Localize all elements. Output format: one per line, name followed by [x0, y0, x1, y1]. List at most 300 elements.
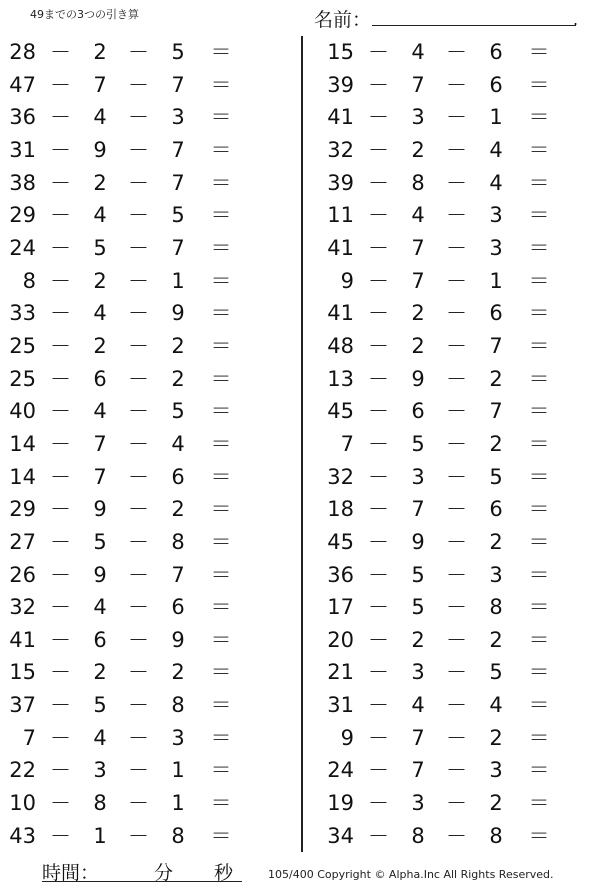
minus-sign: － [50, 464, 71, 489]
problem-row [0, 526, 280, 559]
problem-row [318, 395, 598, 428]
third-number: 2 [171, 366, 185, 391]
equals-sign: ＝ [528, 137, 550, 162]
equals-sign: ＝ [210, 235, 232, 260]
equals-sign: ＝ [528, 627, 550, 652]
equals-sign: ＝ [210, 758, 232, 783]
copyright-text: 105/400 Copyright © Alpha.Inc All Rights Reserved. [268, 868, 554, 881]
second-number: 4 [93, 203, 107, 228]
second-number: 9 [93, 497, 107, 522]
minus-sign: － [50, 235, 71, 260]
third-number: 1 [171, 791, 185, 816]
third-number: 8 [171, 529, 185, 554]
first-number: 14 [9, 464, 36, 489]
third-number: 4 [489, 137, 503, 162]
second-number: 8 [411, 823, 425, 848]
problem-row [0, 199, 280, 232]
minus-sign: － [446, 725, 467, 750]
second-number: 7 [411, 497, 425, 522]
first-number: 15 [9, 660, 36, 685]
equals-sign: ＝ [528, 791, 550, 816]
equals-sign: ＝ [210, 170, 232, 195]
third-number: 9 [171, 627, 185, 652]
minus-sign: － [50, 725, 71, 750]
minus-sign: － [368, 203, 389, 228]
first-number: 41 [327, 105, 354, 130]
name-label: 名前： [314, 9, 372, 31]
second-number: 2 [411, 137, 425, 162]
equals-sign: ＝ [210, 105, 232, 130]
minus-sign: － [446, 791, 467, 816]
minus-sign: － [128, 366, 149, 391]
first-number: 24 [327, 758, 354, 783]
problem-row [0, 167, 280, 200]
third-number: 8 [171, 823, 185, 848]
first-number: 27 [9, 529, 36, 554]
first-number: 9 [340, 268, 354, 293]
minus-sign: － [368, 562, 389, 587]
problem-row [318, 689, 598, 722]
minus-sign: － [368, 758, 389, 783]
equals-sign: ＝ [528, 464, 550, 489]
problem-row [318, 656, 598, 689]
second-number: 4 [93, 105, 107, 130]
minus-sign: － [368, 399, 389, 424]
minus-sign: － [50, 497, 71, 522]
minus-sign: － [446, 333, 467, 358]
first-number: 45 [327, 399, 354, 424]
third-number: 6 [489, 40, 503, 64]
second-number: 3 [411, 660, 425, 685]
minus-sign: － [50, 431, 71, 456]
first-number: 26 [9, 562, 36, 587]
third-number: 7 [171, 72, 185, 97]
third-number: 5 [171, 399, 185, 424]
minus-sign: － [128, 203, 149, 228]
third-number: 7 [171, 170, 185, 195]
third-number: 1 [489, 105, 503, 130]
first-number: 11 [327, 203, 354, 228]
minus-sign: － [368, 301, 389, 326]
minus-sign: － [128, 105, 149, 130]
minus-sign: － [446, 758, 467, 783]
first-number: 41 [9, 627, 36, 652]
third-number: 8 [171, 693, 185, 718]
problem-row [318, 199, 598, 232]
equals-sign: ＝ [210, 529, 232, 554]
first-number: 18 [327, 497, 354, 522]
first-number: 31 [9, 137, 36, 162]
minus-sign: － [446, 137, 467, 162]
minus-sign: － [368, 170, 389, 195]
equals-sign: ＝ [528, 595, 550, 620]
second-number: 7 [93, 464, 107, 489]
first-number: 39 [327, 72, 354, 97]
problem-row [0, 493, 280, 526]
equals-sign: ＝ [210, 497, 232, 522]
name-answer-line [372, 25, 576, 26]
second-number: 4 [93, 725, 107, 750]
equals-sign: ＝ [528, 497, 550, 522]
minus-sign: － [128, 464, 149, 489]
equals-sign: ＝ [528, 235, 550, 260]
minus-sign: － [50, 595, 71, 620]
seconds-label: 秒 [214, 862, 234, 884]
minus-sign: － [50, 301, 71, 326]
problem-row [0, 297, 280, 330]
problem-row [318, 101, 598, 134]
equals-sign: ＝ [210, 562, 232, 587]
minus-sign: － [446, 693, 467, 718]
third-number: 6 [489, 497, 503, 522]
minus-sign: － [446, 431, 467, 456]
second-number: 5 [411, 562, 425, 587]
equals-sign: ＝ [528, 758, 550, 783]
first-number: 15 [327, 40, 354, 64]
second-number: 9 [93, 562, 107, 587]
minus-sign: － [368, 595, 389, 620]
first-number: 8 [22, 268, 36, 293]
equals-sign: ＝ [528, 40, 550, 64]
first-number: 20 [327, 627, 354, 652]
equals-sign: ＝ [528, 725, 550, 750]
first-number: 32 [327, 137, 354, 162]
third-number: 7 [171, 562, 185, 587]
second-number: 7 [411, 72, 425, 97]
minus-sign: － [368, 235, 389, 260]
second-number: 4 [411, 693, 425, 718]
second-number: 2 [93, 40, 107, 64]
minus-sign: － [368, 268, 389, 293]
first-number: 29 [9, 203, 36, 228]
minus-sign: － [128, 333, 149, 358]
minus-sign: － [368, 627, 389, 652]
first-number: 10 [9, 791, 36, 816]
minus-sign: － [446, 660, 467, 685]
problem-row [0, 656, 280, 689]
second-number: 6 [93, 627, 107, 652]
minus-sign: － [128, 235, 149, 260]
minus-sign: － [368, 660, 389, 685]
first-number: 37 [9, 693, 36, 718]
minus-sign: － [128, 660, 149, 685]
third-number: 3 [489, 562, 503, 587]
minus-sign: － [446, 203, 467, 228]
third-number: 2 [489, 791, 503, 816]
minus-sign: － [50, 268, 71, 293]
third-number: 5 [489, 464, 503, 489]
third-number: 5 [171, 40, 185, 64]
minus-sign: － [128, 823, 149, 848]
minus-sign: － [128, 399, 149, 424]
third-number: 3 [489, 203, 503, 228]
equals-sign: ＝ [210, 203, 232, 228]
minus-sign: － [50, 333, 71, 358]
equals-sign: ＝ [210, 333, 232, 358]
minus-sign: － [446, 562, 467, 587]
problem-row [0, 624, 280, 657]
second-number: 8 [411, 170, 425, 195]
equals-sign: ＝ [528, 268, 550, 293]
equals-sign: ＝ [528, 431, 550, 456]
second-number: 2 [93, 660, 107, 685]
minus-sign: － [368, 497, 389, 522]
minus-sign: － [368, 725, 389, 750]
minus-sign: － [128, 268, 149, 293]
problem-row [0, 101, 280, 134]
first-number: 22 [9, 758, 36, 783]
third-number: 1 [171, 268, 185, 293]
minus-sign: － [368, 693, 389, 718]
second-number: 3 [411, 791, 425, 816]
second-number: 1 [93, 823, 107, 848]
time-label: 時間： [42, 862, 100, 884]
minus-sign: － [128, 627, 149, 652]
problem-row [0, 428, 280, 461]
equals-sign: ＝ [210, 725, 232, 750]
third-number: 4 [489, 693, 503, 718]
minus-sign: － [446, 627, 467, 652]
problem-row [0, 722, 280, 755]
minus-sign: － [50, 562, 71, 587]
first-number: 17 [327, 595, 354, 620]
third-number: 2 [489, 431, 503, 456]
minus-sign: － [368, 464, 389, 489]
second-number: 2 [93, 333, 107, 358]
left-problem-column [0, 36, 280, 852]
minus-sign: － [446, 497, 467, 522]
equals-sign: ＝ [528, 170, 550, 195]
minus-sign: － [50, 203, 71, 228]
problem-row [318, 624, 598, 657]
minus-sign: － [368, 72, 389, 97]
minus-sign: － [368, 823, 389, 848]
first-number: 7 [340, 431, 354, 456]
second-number: 7 [411, 268, 425, 293]
minus-sign: － [368, 105, 389, 130]
minus-sign: － [50, 170, 71, 195]
second-number: 9 [411, 529, 425, 554]
minus-sign: － [446, 235, 467, 260]
minus-sign: － [446, 268, 467, 293]
third-number: 3 [171, 105, 185, 130]
first-number: 14 [9, 431, 36, 456]
third-number: 6 [171, 595, 185, 620]
first-number: 34 [327, 823, 354, 848]
equals-sign: ＝ [528, 105, 550, 130]
third-number: 4 [171, 431, 185, 456]
minus-sign: － [50, 137, 71, 162]
problem-row [0, 591, 280, 624]
equals-sign: ＝ [528, 203, 550, 228]
problem-row [0, 134, 280, 167]
second-number: 2 [93, 170, 107, 195]
second-number: 6 [93, 366, 107, 391]
third-number: 2 [489, 366, 503, 391]
minus-sign: － [50, 758, 71, 783]
problem-row [318, 787, 598, 820]
third-number: 8 [489, 595, 503, 620]
third-number: 5 [489, 660, 503, 685]
third-number: 9 [171, 301, 185, 326]
third-number: 7 [171, 235, 185, 260]
minus-sign: － [368, 366, 389, 391]
minus-sign: － [128, 137, 149, 162]
second-number: 7 [411, 235, 425, 260]
second-number: 4 [411, 40, 425, 64]
problem-row [318, 722, 598, 755]
equals-sign: ＝ [210, 627, 232, 652]
minus-sign: － [368, 137, 389, 162]
problem-row [318, 820, 598, 853]
minus-sign: － [368, 40, 389, 64]
second-number: 7 [411, 725, 425, 750]
minus-sign: － [368, 791, 389, 816]
minus-sign: － [50, 529, 71, 554]
third-number: 4 [489, 170, 503, 195]
third-number: 3 [489, 235, 503, 260]
first-number: 7 [22, 725, 36, 750]
problem-row [318, 493, 598, 526]
minus-sign: － [446, 464, 467, 489]
problem-row [0, 689, 280, 722]
minus-sign: － [128, 497, 149, 522]
minus-sign: － [50, 693, 71, 718]
problem-row [318, 428, 598, 461]
minus-sign: － [128, 791, 149, 816]
first-number: 21 [327, 660, 354, 685]
first-number: 24 [9, 235, 36, 260]
second-number: 6 [411, 399, 425, 424]
minus-sign: － [50, 660, 71, 685]
first-number: 25 [9, 366, 36, 391]
second-number: 2 [411, 333, 425, 358]
second-number: 2 [93, 268, 107, 293]
equals-sign: ＝ [210, 72, 232, 97]
third-number: 5 [171, 203, 185, 228]
first-number: 13 [327, 366, 354, 391]
problem-row [318, 69, 598, 102]
first-number: 38 [9, 170, 36, 195]
third-number: 2 [171, 660, 185, 685]
third-number: 8 [489, 823, 503, 848]
equals-sign: ＝ [210, 595, 232, 620]
minus-sign: － [446, 823, 467, 848]
third-number: 1 [489, 268, 503, 293]
minus-sign: － [128, 758, 149, 783]
second-number: 2 [411, 301, 425, 326]
first-number: 47 [9, 72, 36, 97]
minus-sign: － [368, 529, 389, 554]
minus-sign: － [128, 562, 149, 587]
minus-sign: － [128, 72, 149, 97]
second-number: 2 [411, 627, 425, 652]
second-number: 4 [93, 399, 107, 424]
problem-row [318, 232, 598, 265]
problem-row [318, 526, 598, 559]
minus-sign: － [50, 105, 71, 130]
first-number: 39 [327, 170, 354, 195]
problem-row [0, 461, 280, 494]
equals-sign: ＝ [528, 823, 550, 848]
second-number: 9 [93, 137, 107, 162]
problem-row [318, 167, 598, 200]
third-number: 3 [489, 758, 503, 783]
equals-sign: ＝ [210, 137, 232, 162]
minus-sign: － [446, 72, 467, 97]
equals-sign: ＝ [210, 268, 232, 293]
equals-sign: ＝ [210, 823, 232, 848]
minus-sign: － [446, 105, 467, 130]
minus-sign: － [446, 529, 467, 554]
third-number: 2 [171, 497, 185, 522]
third-number: 7 [171, 137, 185, 162]
first-number: 28 [9, 40, 36, 64]
second-number: 3 [411, 464, 425, 489]
first-number: 9 [340, 725, 354, 750]
equals-sign: ＝ [210, 301, 232, 326]
right-problem-column [318, 36, 598, 852]
minus-sign: － [50, 40, 71, 64]
problem-row [318, 461, 598, 494]
problem-row [318, 754, 598, 787]
first-number: 41 [327, 235, 354, 260]
first-number: 32 [9, 595, 36, 620]
second-number: 5 [411, 595, 425, 620]
minus-sign: － [446, 40, 467, 64]
second-number: 3 [411, 105, 425, 130]
minus-sign: － [128, 529, 149, 554]
second-number: 4 [93, 595, 107, 620]
minus-sign: － [50, 823, 71, 848]
problem-row [0, 820, 280, 853]
equals-sign: ＝ [210, 464, 232, 489]
problem-row [318, 363, 598, 396]
equals-sign: ＝ [528, 399, 550, 424]
third-number: 2 [489, 529, 503, 554]
problem-row [0, 363, 280, 396]
equals-sign: ＝ [210, 399, 232, 424]
minus-sign: － [368, 431, 389, 456]
name-period: . [573, 10, 579, 29]
minus-sign: － [128, 595, 149, 620]
equals-sign: ＝ [210, 40, 232, 64]
second-number: 4 [411, 203, 425, 228]
third-number: 1 [171, 758, 185, 783]
minus-sign: － [128, 693, 149, 718]
third-number: 3 [171, 725, 185, 750]
problem-row [318, 265, 598, 298]
equals-sign: ＝ [210, 660, 232, 685]
problem-row [318, 134, 598, 167]
minus-sign: － [446, 595, 467, 620]
equals-sign: ＝ [528, 529, 550, 554]
problem-row [318, 591, 598, 624]
problem-row [0, 330, 280, 363]
first-number: 36 [9, 105, 36, 130]
first-number: 32 [327, 464, 354, 489]
minus-sign: － [446, 366, 467, 391]
second-number: 4 [93, 301, 107, 326]
third-number: 7 [489, 399, 503, 424]
minus-sign: － [128, 301, 149, 326]
equals-sign: ＝ [528, 693, 550, 718]
equals-sign: ＝ [528, 562, 550, 587]
second-number: 7 [411, 758, 425, 783]
first-number: 29 [9, 497, 36, 522]
first-number: 25 [9, 333, 36, 358]
equals-sign: ＝ [528, 660, 550, 685]
